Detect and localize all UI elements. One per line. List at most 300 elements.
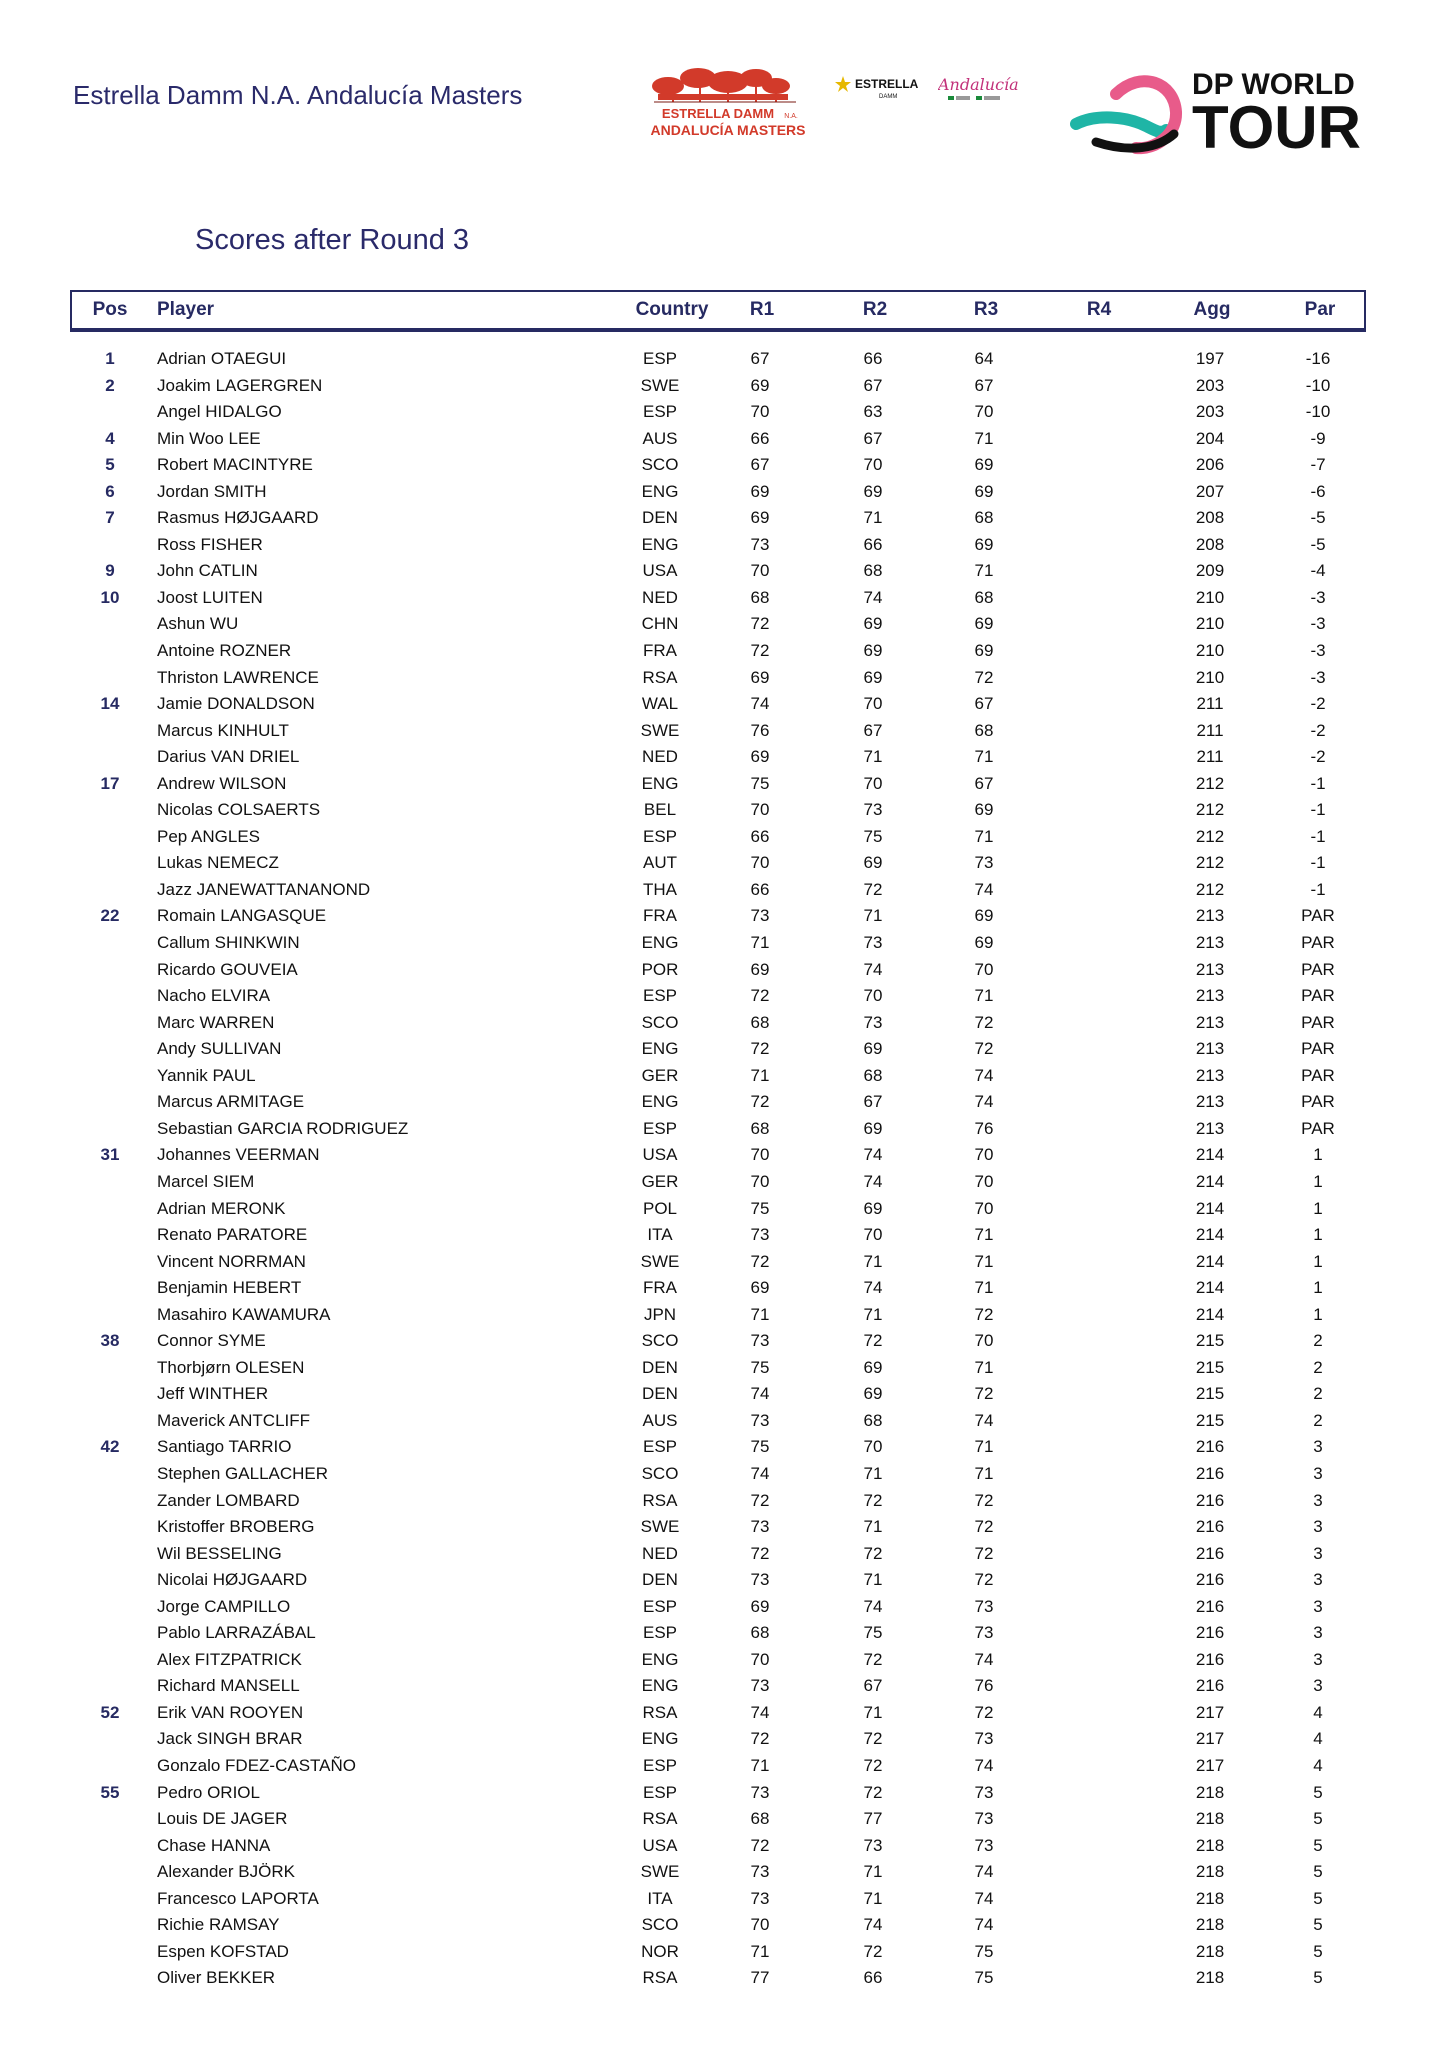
cell-country: SCO (641, 1463, 679, 1483)
cell-r1: 70 (750, 1171, 770, 1191)
cell-r3: 70 (974, 402, 994, 422)
cell-country: ESP (642, 349, 678, 368)
cell-player: Marcel SIEM (157, 1171, 255, 1191)
table-row (0, 1780, 1449, 1807)
cell-r1: 70 (750, 1915, 770, 1935)
cell-country: ITA (647, 1225, 673, 1245)
cell-r2: 63 (863, 402, 883, 422)
cell-player: Espen KOFSTAD (157, 1941, 289, 1961)
cell-r1: 70 (750, 1649, 770, 1669)
cell-r2: 68 (863, 561, 883, 581)
cell-agg: 217 (1195, 1729, 1225, 1749)
cell-country: SWE (640, 720, 680, 740)
cell-agg: 213 (1195, 933, 1225, 953)
cell-par: -1 (1310, 879, 1326, 899)
cell-agg: 216 (1195, 1543, 1225, 1563)
cell-r3: 69 (974, 933, 994, 953)
cell-country: NED (642, 587, 678, 607)
cell-country: ENG (641, 933, 679, 953)
cell-country: AUS (642, 428, 678, 448)
cell-r3: 71 (974, 1225, 994, 1245)
cell-player: Pep ANGLES (157, 826, 261, 846)
cell-country: DEN (642, 1384, 678, 1404)
table-row (0, 718, 1449, 745)
cell-par: 1 (1313, 1304, 1323, 1324)
table-row (0, 930, 1449, 957)
cell-r3: 71 (974, 1251, 994, 1271)
cell-par: 4 (1313, 1702, 1323, 1722)
cell-par: 3 (1313, 1463, 1323, 1483)
cell-par: PAR (1301, 986, 1335, 1006)
cell-par: 3 (1313, 1649, 1323, 1669)
cell-r1: 66 (750, 826, 770, 846)
cell-par: 3 (1313, 1437, 1323, 1457)
cell-agg: 213 (1195, 1092, 1225, 1112)
cell-r1: 69 (750, 508, 770, 528)
cell-r3: 74 (974, 879, 994, 899)
cell-par: -1 (1310, 826, 1326, 846)
column-header-agg: Agg (1193, 299, 1231, 320)
cell-r1: 73 (750, 1782, 770, 1802)
cell-pos: 9 (105, 561, 115, 581)
cell-agg: 216 (1195, 1649, 1225, 1669)
cell-r1: 69 (750, 667, 770, 687)
page-subtitle: Scores after Round 3 (195, 224, 470, 256)
cell-r3: 70 (974, 1331, 994, 1351)
cell-r1: 75 (750, 1437, 770, 1457)
cell-r1: 74 (750, 1384, 770, 1404)
cell-r3: 73 (974, 1782, 994, 1802)
cell-r3: 73 (974, 1809, 994, 1829)
cell-r2: 71 (863, 1304, 883, 1324)
cell-par: -1 (1310, 773, 1326, 793)
cell-r3: 69 (974, 534, 994, 554)
cell-r1: 72 (750, 1543, 770, 1563)
cell-r2: 75 (863, 1623, 883, 1643)
table-row (0, 1275, 1449, 1302)
cell-r3: 74 (974, 1888, 994, 1908)
table-row (0, 1116, 1449, 1143)
cell-pos: 22 (100, 906, 120, 926)
cell-par: 1 (1313, 1278, 1323, 1298)
cell-r1: 73 (750, 1676, 770, 1696)
cell-player: Nicolas COLSAERTS (157, 800, 321, 820)
column-header-player: Player (157, 299, 215, 320)
cell-r3: 72 (974, 1543, 994, 1563)
cell-agg: 210 (1195, 614, 1225, 634)
cell-r3: 70 (974, 959, 994, 979)
cell-r1: 77 (750, 1968, 770, 1988)
cell-r2: 69 (863, 667, 883, 687)
cell-r1: 71 (750, 1941, 770, 1961)
cell-player: Wil BESSELING (157, 1543, 282, 1563)
cell-r1: 66 (750, 428, 770, 448)
cell-par: 1 (1313, 1225, 1323, 1245)
cell-r3: 67 (974, 773, 994, 793)
cell-player: Antoine ROZNER (157, 641, 292, 661)
cell-player: Benjamin HEBERT (157, 1278, 302, 1298)
cell-r2: 77 (863, 1809, 883, 1829)
cell-player: Joakim LAGERGREN (157, 375, 323, 395)
cell-country: POR (641, 959, 679, 979)
cell-agg: 213 (1195, 986, 1225, 1006)
cell-country: ESP (642, 402, 678, 422)
cell-par: 5 (1313, 1888, 1323, 1908)
cell-r3: 72 (974, 1702, 994, 1722)
cell-r2: 69 (863, 853, 883, 873)
cell-par: 5 (1313, 1835, 1323, 1855)
cell-pos: 31 (100, 1145, 120, 1165)
cell-agg: 216 (1195, 1517, 1225, 1537)
column-header-pos: Pos (92, 299, 128, 320)
table-row (0, 1089, 1449, 1116)
table-row (0, 1142, 1449, 1169)
column-header-r3: R3 (973, 299, 999, 320)
cell-country: NOR (641, 1941, 679, 1961)
cell-r3: 69 (974, 455, 994, 475)
cell-agg: 210 (1195, 667, 1225, 687)
cell-r1: 67 (750, 349, 770, 368)
cell-par: PAR (1301, 1065, 1335, 1085)
cell-r3: 71 (974, 826, 994, 846)
cell-country: ENG (641, 1092, 679, 1112)
cell-country: RSA (642, 667, 678, 687)
cell-player: Lukas NEMECZ (157, 853, 279, 873)
cell-agg: 211 (1196, 747, 1224, 767)
cell-player: Thriston LAWRENCE (157, 667, 319, 687)
cell-player: Min Woo LEE (157, 428, 261, 448)
cell-player: Adrian OTAEGUI (157, 349, 287, 368)
cell-r3: 72 (974, 1517, 994, 1537)
table-header (70, 290, 1366, 332)
cell-r3: 75 (974, 1941, 994, 1961)
cell-r2: 69 (863, 1039, 883, 1059)
cell-agg: 218 (1195, 1862, 1225, 1882)
cell-player: Thorbjørn OLESEN (157, 1357, 305, 1377)
cell-player: Angel HIDALGO (157, 402, 282, 422)
cell-country: FRA (643, 1278, 677, 1298)
cell-r2: 72 (863, 1649, 883, 1669)
cell-r2: 71 (863, 1517, 883, 1537)
cell-country: JPN (643, 1304, 677, 1324)
cell-r3: 69 (974, 614, 994, 634)
cell-player: Marcus ARMITAGE (157, 1092, 305, 1112)
cell-r2: 72 (863, 1543, 883, 1563)
cell-player: Jordan SMITH (157, 481, 267, 501)
cell-agg: 213 (1195, 1039, 1225, 1059)
estrella-damm-logo (835, 74, 930, 104)
cell-par: -3 (1310, 587, 1326, 607)
column-header-country: Country (635, 299, 709, 320)
cell-country: USA (642, 1835, 678, 1855)
cell-player: Gonzalo FDEZ-CASTAÑO (157, 1755, 357, 1775)
cell-r3: 74 (974, 1649, 994, 1669)
cell-r2: 70 (863, 694, 883, 714)
cell-player: Ricardo GOUVEIA (157, 959, 298, 979)
cell-country: ESP (642, 826, 678, 846)
cell-r2: 73 (863, 1012, 883, 1032)
cell-pos: 52 (100, 1702, 120, 1722)
table-row (0, 1567, 1449, 1594)
cell-r3: 71 (974, 1278, 994, 1298)
cell-r3: 69 (974, 800, 994, 820)
cell-r1: 72 (750, 1039, 770, 1059)
cell-par: -16 (1305, 349, 1331, 368)
cell-r1: 73 (750, 534, 770, 554)
cell-par: 3 (1313, 1517, 1323, 1537)
cell-r2: 74 (863, 1171, 883, 1191)
cell-country: ITA (647, 1888, 673, 1908)
cell-r3: 72 (974, 1012, 994, 1032)
cell-r2: 72 (863, 1782, 883, 1802)
cell-r3: 71 (974, 428, 994, 448)
cell-agg: 212 (1195, 773, 1225, 793)
cell-agg: 218 (1195, 1968, 1225, 1988)
cell-player: Marcus KINHULT (157, 720, 289, 740)
cell-pos: 4 (105, 428, 115, 448)
cell-r3: 74 (974, 1915, 994, 1935)
cell-r2: 69 (863, 481, 883, 501)
cell-agg: 214 (1195, 1251, 1225, 1271)
cell-r2: 71 (863, 1570, 883, 1590)
cell-r2: 71 (863, 1251, 883, 1271)
cell-par: -9 (1310, 428, 1326, 448)
cell-player: Jamie DONALDSON (157, 694, 315, 714)
cell-agg: 212 (1195, 800, 1225, 820)
cell-r1: 74 (750, 694, 770, 714)
cell-par: 2 (1313, 1410, 1323, 1430)
cell-par: -2 (1310, 694, 1326, 714)
cell-r3: 70 (974, 1198, 994, 1218)
cell-country: NED (642, 747, 678, 767)
table-row (0, 1063, 1449, 1090)
cell-r1: 68 (750, 1809, 770, 1829)
table-row (0, 1939, 1449, 1966)
cell-r3: 68 (974, 720, 994, 740)
table-row (0, 1673, 1449, 1700)
cell-country: ENG (641, 534, 679, 554)
cell-r3: 74 (974, 1862, 994, 1882)
cell-player: Oliver BEKKER (157, 1968, 276, 1988)
cell-r2: 68 (863, 1065, 883, 1085)
cell-agg: 216 (1195, 1570, 1225, 1590)
cell-par: -7 (1310, 455, 1326, 475)
cell-agg: 212 (1195, 826, 1225, 846)
cell-r3: 71 (974, 1357, 994, 1377)
cell-country: DEN (642, 508, 678, 528)
cell-agg: 213 (1195, 1012, 1225, 1032)
cell-country: ESP (642, 1623, 678, 1643)
cell-r1: 70 (750, 853, 770, 873)
cell-par: PAR (1301, 1118, 1335, 1138)
cell-r1: 72 (750, 1092, 770, 1112)
cell-player: Romain LANGASQUE (157, 906, 327, 926)
logo-event-na: N.A. (784, 113, 798, 120)
cell-agg: 216 (1195, 1596, 1225, 1616)
cell-player: Alex FITZPATRICK (157, 1649, 302, 1669)
table-row (0, 903, 1449, 930)
cell-country: GER (641, 1065, 679, 1085)
cell-par: 3 (1313, 1543, 1323, 1563)
table-row (0, 1169, 1449, 1196)
cell-agg: 216 (1195, 1623, 1225, 1643)
cell-par: 1 (1313, 1251, 1323, 1271)
cell-r2: 66 (863, 349, 883, 368)
cell-pos: 1 (105, 349, 115, 368)
cell-r3: 72 (974, 1304, 994, 1324)
cell-par: PAR (1301, 1012, 1335, 1032)
cell-r3: 74 (974, 1065, 994, 1085)
cell-country: SCO (641, 455, 679, 475)
cell-player: Chase HANNA (157, 1835, 271, 1855)
scores-table-body (0, 346, 1449, 1992)
table-row (0, 957, 1449, 984)
cell-r1: 69 (750, 959, 770, 979)
table-row (0, 1620, 1449, 1647)
cell-agg: 203 (1195, 375, 1225, 395)
table-row (0, 1700, 1449, 1727)
cell-r1: 73 (750, 1570, 770, 1590)
cell-r1: 71 (750, 1065, 770, 1085)
cell-par: 3 (1313, 1676, 1323, 1696)
cell-r2: 66 (863, 534, 883, 554)
cell-r2: 71 (863, 1702, 883, 1722)
cell-country: NED (642, 1543, 678, 1563)
cell-par: -4 (1310, 561, 1326, 581)
logo-andalucia-text: Andalucía (938, 75, 1019, 94)
cell-r2: 72 (863, 1490, 883, 1510)
cell-agg: 217 (1195, 1755, 1225, 1775)
cell-r3: 68 (974, 508, 994, 528)
cell-r3: 74 (974, 1410, 994, 1430)
table-row (0, 585, 1449, 612)
table-row (0, 1726, 1449, 1753)
cell-agg: 208 (1195, 508, 1225, 528)
cell-country: CHN (641, 614, 679, 634)
cell-country: POL (642, 1198, 678, 1218)
dp-world-tour-logo (1056, 64, 1380, 160)
cell-agg: 212 (1195, 853, 1225, 873)
cell-player: Robert MACINTYRE (157, 455, 313, 475)
table-row (0, 346, 1449, 373)
cell-country: SWE (640, 1251, 680, 1271)
cell-r2: 72 (863, 879, 883, 899)
cell-agg: 206 (1195, 455, 1225, 475)
table-row (0, 877, 1449, 904)
cell-country: SWE (640, 375, 680, 395)
cell-agg: 208 (1195, 534, 1225, 554)
cell-agg: 210 (1195, 587, 1225, 607)
table-row (0, 1594, 1449, 1621)
cell-r3: 72 (974, 1384, 994, 1404)
cell-player: Kristoffer BROBERG (157, 1517, 315, 1537)
table-row (0, 1249, 1449, 1276)
cell-r1: 73 (750, 1888, 770, 1908)
cell-r3: 71 (974, 561, 994, 581)
cell-r1: 68 (750, 1012, 770, 1032)
cell-agg: 210 (1195, 641, 1225, 661)
logo-event-line1: ESTRELLA DAMM (661, 106, 775, 121)
logo-event-line2: ANDALUCÍA MASTERS (650, 122, 806, 138)
column-header-r4: R4 (1086, 299, 1112, 320)
cell-r3: 69 (974, 481, 994, 501)
cell-player: Sebastian GARCIA RODRIGUEZ (157, 1118, 409, 1138)
cell-player: Marc WARREN (157, 1012, 275, 1032)
table-row (0, 850, 1449, 877)
table-row (0, 479, 1449, 506)
cell-player: Pedro ORIOL (157, 1782, 260, 1802)
cell-r2: 72 (863, 1331, 883, 1351)
cell-r2: 74 (863, 1145, 883, 1165)
cell-player: Renato PARATORE (157, 1225, 308, 1245)
cell-r2: 69 (863, 641, 883, 661)
cell-par: 5 (1313, 1782, 1323, 1802)
cell-par: 3 (1313, 1623, 1323, 1643)
cell-r2: 70 (863, 1225, 883, 1245)
table-row (0, 1886, 1449, 1913)
cell-r1: 70 (750, 402, 770, 422)
cell-r1: 74 (750, 1463, 770, 1483)
cell-player: Alexander BJÖRK (157, 1862, 295, 1882)
cell-par: 5 (1313, 1941, 1323, 1961)
table-row (0, 505, 1449, 532)
cell-country: ESP (642, 1118, 678, 1138)
cell-pos: 5 (105, 455, 115, 475)
table-row (0, 1461, 1449, 1488)
cell-agg: 215 (1195, 1410, 1225, 1430)
cell-r2: 66 (863, 1968, 883, 1988)
cell-par: PAR (1301, 906, 1335, 926)
cell-country: SCO (641, 1331, 679, 1351)
cell-country: DEN (642, 1357, 678, 1377)
cell-country: AUS (642, 1410, 678, 1430)
cell-agg: 213 (1195, 1118, 1225, 1138)
cell-pos: 14 (100, 694, 120, 714)
cell-r2: 69 (863, 1198, 883, 1218)
cell-r1: 69 (750, 481, 770, 501)
cell-country: GER (641, 1171, 679, 1191)
logo-dpwt-line1: DP WORLD (1192, 68, 1355, 101)
cell-country: DEN (642, 1570, 678, 1590)
tournament-title: Estrella Damm N.A. Andalucía Masters (73, 80, 523, 110)
cell-r3: 73 (974, 853, 994, 873)
cell-player: Santiago TARRIO (157, 1437, 292, 1457)
cell-r1: 73 (750, 1517, 770, 1537)
cell-r1: 75 (750, 1198, 770, 1218)
cell-country: BEL (643, 800, 677, 820)
cell-r1: 73 (750, 906, 770, 926)
table-row (0, 1196, 1449, 1223)
cell-par: PAR (1301, 1092, 1335, 1112)
cell-r3: 68 (974, 587, 994, 607)
cell-par: -3 (1310, 614, 1326, 634)
cell-agg: 218 (1195, 1915, 1225, 1935)
cell-country: USA (642, 1145, 678, 1165)
cell-r1: 72 (750, 1835, 770, 1855)
cell-r1: 73 (750, 1225, 770, 1245)
cell-r2: 75 (863, 826, 883, 846)
cell-agg: 214 (1195, 1198, 1225, 1218)
cell-player: Johannes VEERMAN (157, 1145, 320, 1165)
cell-agg: 214 (1195, 1225, 1225, 1245)
logo-dpwt-line2: TOUR (1192, 94, 1361, 160)
cell-r2: 67 (863, 1676, 883, 1696)
table-row (0, 1328, 1449, 1355)
cell-par: 2 (1313, 1331, 1323, 1351)
cell-pos: 42 (100, 1437, 120, 1457)
cell-r3: 69 (974, 641, 994, 661)
cell-r1: 70 (750, 561, 770, 581)
